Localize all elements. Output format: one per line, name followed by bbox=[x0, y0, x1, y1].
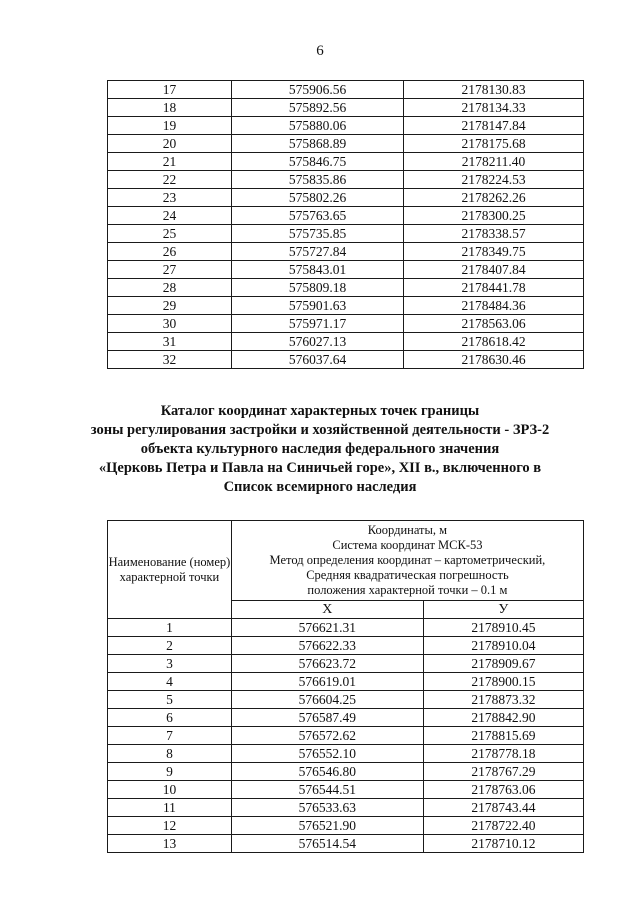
y-coordinate-cell: 2178763.06 bbox=[423, 781, 583, 799]
point-number-cell: 11 bbox=[108, 799, 232, 817]
x-coordinate-cell: 576572.62 bbox=[231, 727, 423, 745]
y-coordinate-cell: 2178842.90 bbox=[423, 709, 583, 727]
header-y: У bbox=[423, 601, 583, 619]
x-coordinate-cell: 575868.89 bbox=[232, 135, 404, 153]
heading-line: Каталог координат характерных точек границы bbox=[160, 403, 480, 419]
header-coordinates-line: положения характерной точки – 0.1 м bbox=[307, 583, 508, 597]
y-coordinate-cell: 2178630.46 bbox=[404, 351, 584, 369]
y-coordinate-cell: 2178909.67 bbox=[423, 655, 583, 673]
y-coordinate-cell: 2178484.36 bbox=[404, 297, 584, 315]
y-coordinate-cell: 2178349.75 bbox=[404, 243, 584, 261]
table-row bbox=[108, 261, 584, 279]
point-number-cell: 1 bbox=[108, 619, 232, 637]
point-number-cell: 12 bbox=[108, 817, 232, 835]
point-number-cell: 17 bbox=[108, 81, 232, 99]
y-coordinate-cell: 2178300.25 bbox=[404, 207, 584, 225]
y-coordinate-cell: 2178338.57 bbox=[404, 225, 584, 243]
heading-line: объекта культурного наследия федерального значения bbox=[140, 441, 500, 457]
table-row bbox=[108, 817, 584, 835]
table-row bbox=[108, 781, 584, 799]
table-row bbox=[108, 207, 584, 225]
x-coordinate-cell: 576604.25 bbox=[231, 691, 423, 709]
y-coordinate-cell: 2178743.44 bbox=[423, 799, 583, 817]
y-coordinate-cell: 2178134.33 bbox=[404, 99, 584, 117]
point-number-cell: 22 bbox=[108, 171, 232, 189]
point-number-cell: 20 bbox=[108, 135, 232, 153]
table-row bbox=[108, 135, 584, 153]
table-row bbox=[108, 153, 584, 171]
x-coordinate-cell: 575843.01 bbox=[232, 261, 404, 279]
x-coordinate-cell: 575727.84 bbox=[232, 243, 404, 261]
x-coordinate-cell: 576552.10 bbox=[231, 745, 423, 763]
x-coordinate-cell: 576619.01 bbox=[231, 673, 423, 691]
y-coordinate-cell: 2178407.84 bbox=[404, 261, 584, 279]
header-coordinates-line: Координаты, м bbox=[367, 523, 448, 537]
point-number-cell: 18 bbox=[108, 99, 232, 117]
table-row bbox=[108, 189, 584, 207]
heading-line: «Церковь Петра и Павла на Синичьей горе», XII в., включенного в bbox=[98, 460, 542, 476]
x-coordinate-cell: 575763.65 bbox=[232, 207, 404, 225]
y-coordinate-cell: 2178778.18 bbox=[423, 745, 583, 763]
coordinates-table-continued bbox=[107, 80, 584, 369]
y-coordinate-cell: 2178910.04 bbox=[423, 637, 583, 655]
y-coordinate-cell: 2178262.26 bbox=[404, 189, 584, 207]
table-row bbox=[108, 835, 584, 853]
point-number-cell: 30 bbox=[108, 315, 232, 333]
x-coordinate-cell: 575802.26 bbox=[232, 189, 404, 207]
y-coordinate-cell: 2178224.53 bbox=[404, 171, 584, 189]
point-number-cell: 5 bbox=[108, 691, 232, 709]
x-coordinate-cell: 576623.72 bbox=[231, 655, 423, 673]
header-x: X bbox=[231, 601, 423, 619]
x-coordinate-cell: 575892.56 bbox=[232, 99, 404, 117]
page-number: 6 bbox=[316, 43, 324, 59]
point-number-cell: 13 bbox=[108, 835, 232, 853]
y-coordinate-cell: 2178910.45 bbox=[423, 619, 583, 637]
header-coordinates-line: Система координат МСК-53 bbox=[332, 538, 483, 552]
x-coordinate-cell: 575880.06 bbox=[232, 117, 404, 135]
y-coordinate-cell: 2178441.78 bbox=[404, 279, 584, 297]
point-number-cell: 25 bbox=[108, 225, 232, 243]
header-coordinates-line: Средняя квадратическая погрешность bbox=[306, 568, 509, 582]
table-row bbox=[108, 297, 584, 315]
y-coordinate-cell: 2178873.32 bbox=[423, 691, 583, 709]
point-number-cell: 6 bbox=[108, 709, 232, 727]
x-coordinate-cell: 575835.86 bbox=[232, 171, 404, 189]
table-row bbox=[108, 225, 584, 243]
table-row bbox=[108, 333, 584, 351]
table-row bbox=[108, 619, 584, 637]
header-coordinates bbox=[231, 521, 583, 601]
x-coordinate-cell: 576546.80 bbox=[231, 763, 423, 781]
table-row bbox=[108, 799, 584, 817]
point-number-cell: 27 bbox=[108, 261, 232, 279]
catalog-heading bbox=[0, 402, 640, 497]
point-number-cell: 2 bbox=[108, 637, 232, 655]
x-coordinate-cell: 576621.31 bbox=[231, 619, 423, 637]
y-coordinate-cell: 2178710.12 bbox=[423, 835, 583, 853]
x-coordinate-cell: 576587.49 bbox=[231, 709, 423, 727]
y-coordinate-cell: 2178767.29 bbox=[423, 763, 583, 781]
x-coordinate-cell: 575906.56 bbox=[232, 81, 404, 99]
x-coordinate-cell: 576027.13 bbox=[232, 333, 404, 351]
point-number-cell: 28 bbox=[108, 279, 232, 297]
catalog-table-header bbox=[108, 521, 584, 619]
table-row bbox=[108, 727, 584, 745]
x-coordinate-cell: 576521.90 bbox=[231, 817, 423, 835]
table-row bbox=[108, 117, 584, 135]
point-number-cell: 29 bbox=[108, 297, 232, 315]
point-number-cell: 7 bbox=[108, 727, 232, 745]
table-row bbox=[108, 99, 584, 117]
header-point-name: Наименование (номер) характерной точки bbox=[108, 521, 232, 619]
x-coordinate-cell: 575735.85 bbox=[232, 225, 404, 243]
y-coordinate-cell: 2178130.83 bbox=[404, 81, 584, 99]
point-number-cell: 10 bbox=[108, 781, 232, 799]
y-coordinate-cell: 2178815.69 bbox=[423, 727, 583, 745]
x-coordinate-cell: 576544.51 bbox=[231, 781, 423, 799]
catalog-table-body bbox=[108, 619, 584, 853]
x-coordinate-cell: 576514.54 bbox=[231, 835, 423, 853]
y-coordinate-cell: 2178563.06 bbox=[404, 315, 584, 333]
x-coordinate-cell: 575809.18 bbox=[232, 279, 404, 297]
point-number-cell: 31 bbox=[108, 333, 232, 351]
y-coordinate-cell: 2178175.68 bbox=[404, 135, 584, 153]
x-coordinate-cell: 576533.63 bbox=[231, 799, 423, 817]
header-coordinates-line: Метод определения координат – картометрический, bbox=[269, 553, 546, 567]
table-row bbox=[108, 763, 584, 781]
point-number-cell: 8 bbox=[108, 745, 232, 763]
table-row bbox=[108, 655, 584, 673]
x-coordinate-cell: 576037.64 bbox=[232, 351, 404, 369]
heading-line: Список всемирного наследия bbox=[223, 479, 417, 495]
x-coordinate-cell: 575901.63 bbox=[232, 297, 404, 315]
coordinates-table-continued-body bbox=[108, 81, 584, 369]
table-row bbox=[108, 279, 584, 297]
y-coordinate-cell: 2178722.40 bbox=[423, 817, 583, 835]
x-coordinate-cell: 575846.75 bbox=[232, 153, 404, 171]
table-row bbox=[108, 171, 584, 189]
y-coordinate-cell: 2178900.15 bbox=[423, 673, 583, 691]
table-row bbox=[108, 315, 584, 333]
point-number-cell: 4 bbox=[108, 673, 232, 691]
point-number-cell: 24 bbox=[108, 207, 232, 225]
table-row bbox=[108, 709, 584, 727]
x-coordinate-cell: 576622.33 bbox=[231, 637, 423, 655]
table-row bbox=[108, 691, 584, 709]
table-row bbox=[108, 351, 584, 369]
x-coordinate-cell: 575971.17 bbox=[232, 315, 404, 333]
point-number-cell: 23 bbox=[108, 189, 232, 207]
y-coordinate-cell: 2178147.84 bbox=[404, 117, 584, 135]
point-number-cell: 9 bbox=[108, 763, 232, 781]
y-coordinate-cell: 2178211.40 bbox=[404, 153, 584, 171]
table-row bbox=[108, 81, 584, 99]
table-row bbox=[108, 637, 584, 655]
point-number-cell: 21 bbox=[108, 153, 232, 171]
heading-line: зоны регулирования застройки и хозяйственной деятельности - ЗРЗ-2 bbox=[90, 422, 550, 438]
point-number-cell: 26 bbox=[108, 243, 232, 261]
point-number-cell: 32 bbox=[108, 351, 232, 369]
y-coordinate-cell: 2178618.42 bbox=[404, 333, 584, 351]
point-number-cell: 3 bbox=[108, 655, 232, 673]
table-row bbox=[108, 243, 584, 261]
point-number-cell: 19 bbox=[108, 117, 232, 135]
header-row bbox=[108, 521, 584, 601]
table-row bbox=[108, 673, 584, 691]
coordinates-catalog-table bbox=[107, 520, 584, 853]
table-row bbox=[108, 745, 584, 763]
